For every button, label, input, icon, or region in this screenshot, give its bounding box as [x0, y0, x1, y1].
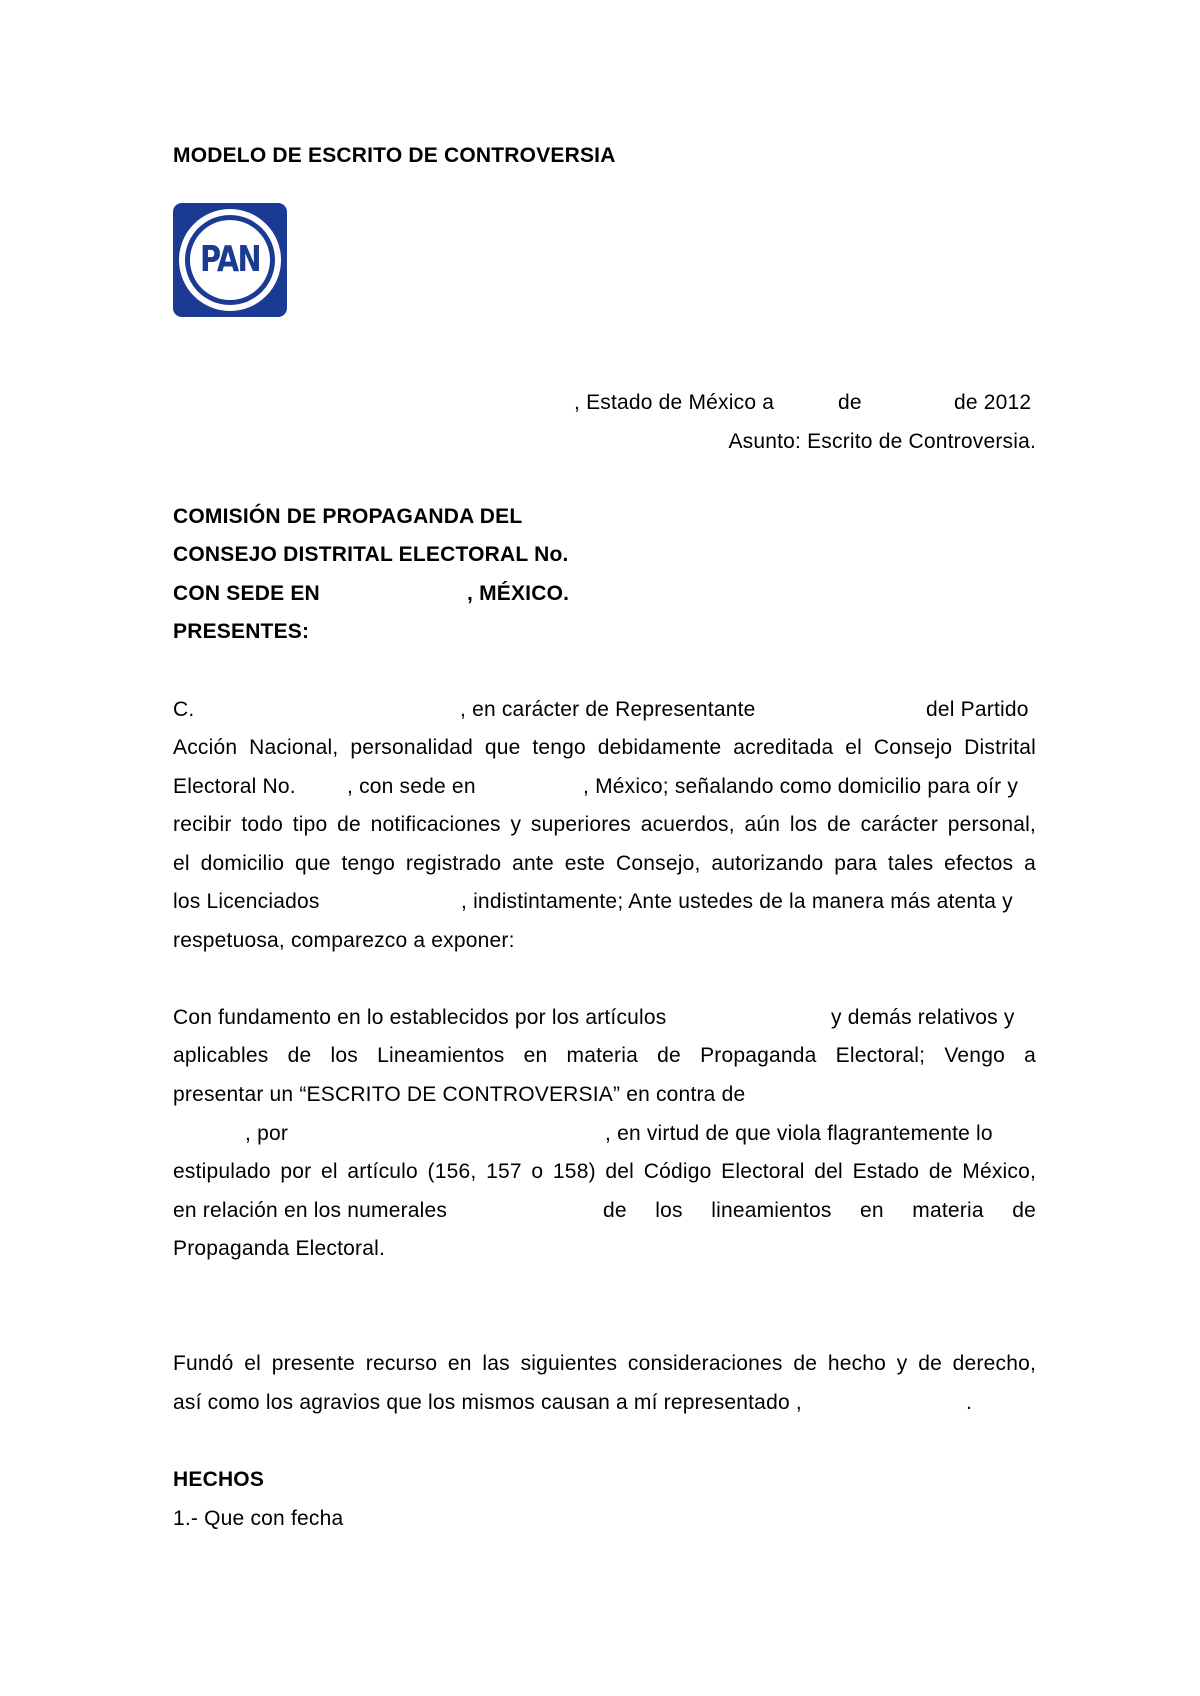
para1-line6-b: , indistintamente; Ante ustedes de la manera más atenta y [461, 890, 1013, 913]
para1-line7: respetuosa, comparezco a exponer: [173, 929, 515, 952]
para2-line4-a: , por [245, 1122, 289, 1145]
para1-line1-a: C. [173, 698, 195, 721]
place-date-part1: , Estado de México a [574, 391, 775, 414]
para1-line1-c: del Partido [926, 698, 1029, 721]
para2-line1-a: Con fundamento en lo establecidos por los artículos [173, 1006, 667, 1029]
addressee-line-1: COMISIÓN DE PROPAGANDA DEL [173, 505, 523, 528]
para2-line5: estipulado por el artículo (156, 157 o 158) del Código Electoral del Estado de México, [173, 1160, 1036, 1183]
para2-line7: Propaganda Electoral. [173, 1237, 386, 1260]
pan-logo-text: PAN [199, 239, 261, 280]
para2-line3: presentar un “ESCRITO DE CONTROVERSIA” en contra de [173, 1083, 746, 1106]
document-title: MODELO DE ESCRITO DE CONTROVERSIA [173, 144, 616, 167]
para1-line4: recibir todo tipo de notificaciones y superiores acuerdos, aún los de carácter personal, [173, 813, 1036, 836]
para3-line2-a: así como los agravios que los mismos causan a mí representado , [173, 1391, 802, 1414]
subject-line: Asunto: Escrito de Controversia. [728, 430, 1036, 453]
addressee-line-3a: CON SEDE EN [173, 582, 320, 605]
place-date-part2: de [838, 391, 862, 414]
facts-item-1: 1.- Que con fecha [173, 1507, 344, 1530]
para1-line5: el domicilio que tengo registrado ante este Consejo, autorizando para tales efectos a [173, 852, 1036, 875]
pan-party-logo [173, 203, 287, 317]
para1-line3-c: , México; señalando como domicilio para oír y [583, 775, 1019, 798]
para1-line1-b: , en carácter de Representante [460, 698, 756, 721]
addressee-line-4: PRESENTES: [173, 620, 310, 643]
para1-line6-a: los Licenciados [173, 890, 320, 913]
facts-heading: HECHOS [173, 1468, 265, 1491]
para2-line4-b: , en virtud de que viola flagrantemente lo [605, 1122, 993, 1145]
addressee-line-2: CONSEJO DISTRITAL ELECTORAL No. [173, 543, 569, 566]
para1-line3-b: , con sede en [347, 775, 476, 798]
para1-line2: Acción Nacional, personalidad que tengo debidamente acreditada el Consejo Distrital [173, 736, 1036, 759]
para2-line1-b: y demás relativos y [831, 1006, 1015, 1029]
para2-line6-a: en relación en los numerales [173, 1199, 448, 1222]
para3-line1: Fundó el presente recurso en las siguientes consideraciones de hecho y de derecho, [173, 1352, 1036, 1375]
para2-line2: aplicables de los Lineamientos en materia de Propaganda Electoral; Vengo a [173, 1044, 1036, 1067]
para3-line2-b: . [966, 1391, 973, 1414]
para2-line6-b: de los lineamientos en materia de [603, 1199, 1036, 1222]
addressee-line-3b: , MÉXICO. [467, 582, 570, 605]
place-date-part3: de 2012 [954, 391, 1032, 414]
para1-line3-a: Electoral No. [173, 775, 296, 798]
